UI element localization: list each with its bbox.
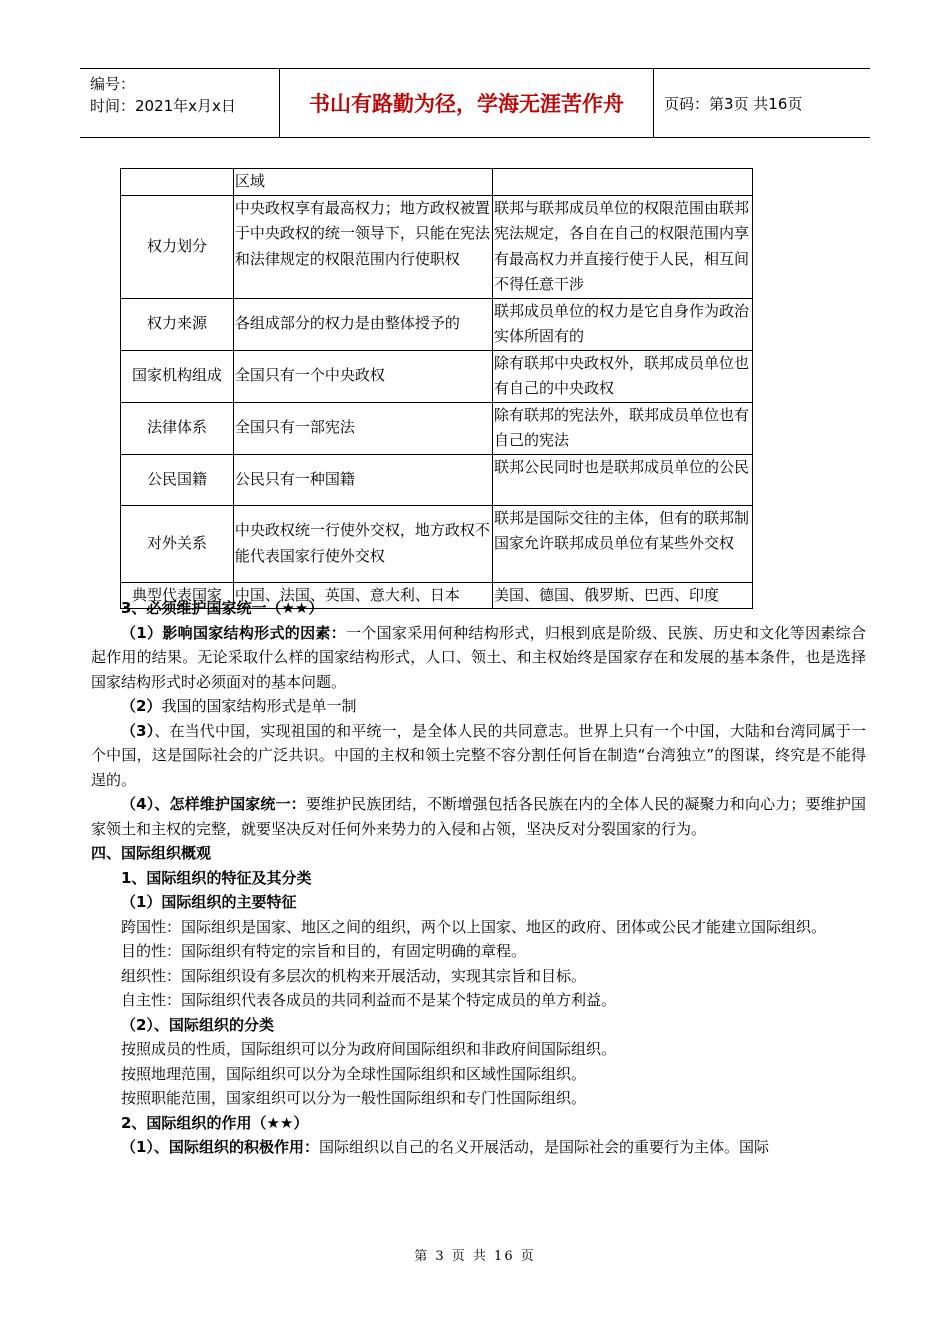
- subsection-heading: （2）、国际组织的分类: [121, 1015, 274, 1034]
- row-key: 国家机构组成: [121, 350, 234, 402]
- subsection-heading: 1、国际组织的特征及其分类: [121, 868, 312, 887]
- header-motto: 书山有路勤为径，学海无涯苦作舟: [280, 69, 654, 137]
- table-row: [121, 454, 753, 505]
- paragraph: 按照成员的性质，国际组织可以分为政府间国际组织和非政府间国际组织。: [121, 1040, 617, 1058]
- table-cell: [492, 169, 752, 196]
- federal-cell: 除有联邦中央政权外，联邦成员单位也有自己的中央政权: [492, 350, 752, 402]
- table-row: [121, 350, 753, 402]
- row-key: 典型代表国家: [121, 582, 234, 609]
- paragraph-lead: （1）影响国家结构形式的因素：: [121, 623, 346, 642]
- federal-cell: 美国、德国、俄罗斯、巴西、印度: [492, 582, 752, 609]
- paragraph: [91, 694, 866, 719]
- federal-cell: 联邦成员单位的权力是它自身作为政治实体所固有的: [492, 298, 752, 350]
- row-key: 权力来源: [121, 298, 234, 350]
- paragraph: 目的性：国际组织有特定的宗旨和目的，有固定明确的章程。: [121, 942, 527, 960]
- paragraph: [91, 792, 866, 841]
- table-cell: 区域: [233, 169, 492, 196]
- paragraph-text: 我国的国家结构形式是单一制: [161, 697, 357, 715]
- paragraph-text: 要维护民族团结，不断增强包括各民族在内的全体人民的凝聚力和向心力；要维护国家领土和主权的完整，就要坚决反对任何外来势力的入侵和占领，坚决反对分裂国家的行为。: [91, 795, 866, 838]
- header-page-info: 页码：第3页 共16页: [664, 94, 803, 113]
- federal-cell: 联邦是国际交往的主体，但有的联邦制国家允许联邦成员单位有某些外交权: [492, 505, 752, 582]
- paragraph-lead: （2）: [121, 697, 162, 715]
- federal-cell: 联邦公民同时也是联邦成员单位的公民: [492, 454, 752, 505]
- paragraph: 按照职能范围，国家组织可以分为一般性国际组织和专门性国际组织。: [121, 1089, 587, 1107]
- unitary-cell: 中央政权统一行使外交权，地方政权不能代表国家行使外交权: [233, 505, 492, 582]
- paragraph: 自主性：国际组织代表各成员的共同利益而不是某个特定成员的单方利益。: [121, 991, 617, 1009]
- table-row: [121, 169, 753, 196]
- unitary-cell: 中央政权享有最高权力；地方政权被置于中央政权的统一领导下，只能在宪法和法律规定的权限范围内行使职权: [233, 195, 492, 298]
- document-body: [91, 596, 866, 1160]
- paragraph: 跨国性：国际组织是国家、地区之间的组织，两个以上国家、地区的政府、团体或公民才能建立国际组织。: [121, 917, 827, 936]
- federal-cell: 除有联邦的宪法外，联邦成员单位也有自己的宪法: [492, 402, 752, 454]
- table-row: [121, 505, 753, 582]
- paragraph: [91, 719, 866, 793]
- unitary-cell: 全国只有一个中央政权: [233, 350, 492, 402]
- table-cell: [121, 169, 234, 196]
- table-row: [121, 195, 753, 298]
- federal-cell: 联邦与联邦成员单位的权限范围由联邦宪法规定，各自在自己的权限范围内享有最高权力并直接行使于人民，相互间不得任意干涉: [492, 195, 752, 298]
- page-footer: 第 3 页 共 16 页: [414, 1249, 536, 1264]
- row-key: 公民国籍: [121, 454, 234, 505]
- paragraph-text: 国际组织以自己的名义开展活动，是国际社会的重要行为主体。国际: [318, 1138, 769, 1156]
- page-header: [80, 68, 870, 138]
- unitary-cell: 公民只有一种国籍: [233, 454, 492, 505]
- paragraph-text: 一个国家采用何种结构形式，归根到底是阶级、民族、历史和文化等因素综合起作用的结果。无论采取什么样的国家结构形式，人口、领土、和主权始终是国家存在和发展的基本条件，也是选择国家结构形式时必须面对的基本问题。: [91, 623, 866, 691]
- section-heading: 四、国际组织概观: [91, 844, 212, 862]
- section-heading: 3、必须维护国家统一（★★）: [121, 599, 324, 617]
- paragraph-lead: （1）、国际组织的积极作用：: [121, 1138, 319, 1156]
- row-key: 权力划分: [121, 195, 234, 298]
- document-number: 编号：: [90, 75, 136, 93]
- subsection-heading: 2、国际组织的作用（★★）: [121, 1113, 309, 1132]
- header-meta: [80, 69, 280, 137]
- unitary-cell: 各组成部分的权力是由整体授予的: [233, 298, 492, 350]
- unitary-cell: 全国只有一部宪法: [233, 402, 492, 454]
- table-row: [121, 298, 753, 350]
- paragraph-lead: （3）: [121, 721, 155, 740]
- unitary-cell: 中国、法国、英国、意大利、日本: [233, 582, 492, 609]
- structure-comparison-table: [120, 168, 753, 609]
- subsection-heading: （1）国际组织的主要特征: [121, 893, 297, 911]
- paragraph-text: 、在当代中国，实现祖国的和平统一，是全体人民的共同意志。世界上只有一个中国，大陆和台湾同属于一个中国，这是国际社会的广泛共识。中国的主权和领土完整不容分割任何旨在制造“台湾独立”的图谋，终究是不能得逞的。: [91, 721, 866, 789]
- document-date: 时间：2021年x月x日: [90, 97, 236, 115]
- table-row: [121, 402, 753, 454]
- paragraph: 按照地理范围，国际组织可以分为全球性国际组织和区域性国际组织。: [121, 1064, 587, 1083]
- paragraph: [91, 621, 866, 695]
- paragraph: 组织性：国际组织设有多层次的机构来开展活动，实现其宗旨和目标。: [121, 966, 587, 985]
- paragraph-lead: （4）、怎样维护国家统一：: [121, 795, 306, 813]
- row-key: 法律体系: [121, 402, 234, 454]
- row-key: 对外关系: [121, 505, 234, 582]
- paragraph: [91, 1135, 866, 1160]
